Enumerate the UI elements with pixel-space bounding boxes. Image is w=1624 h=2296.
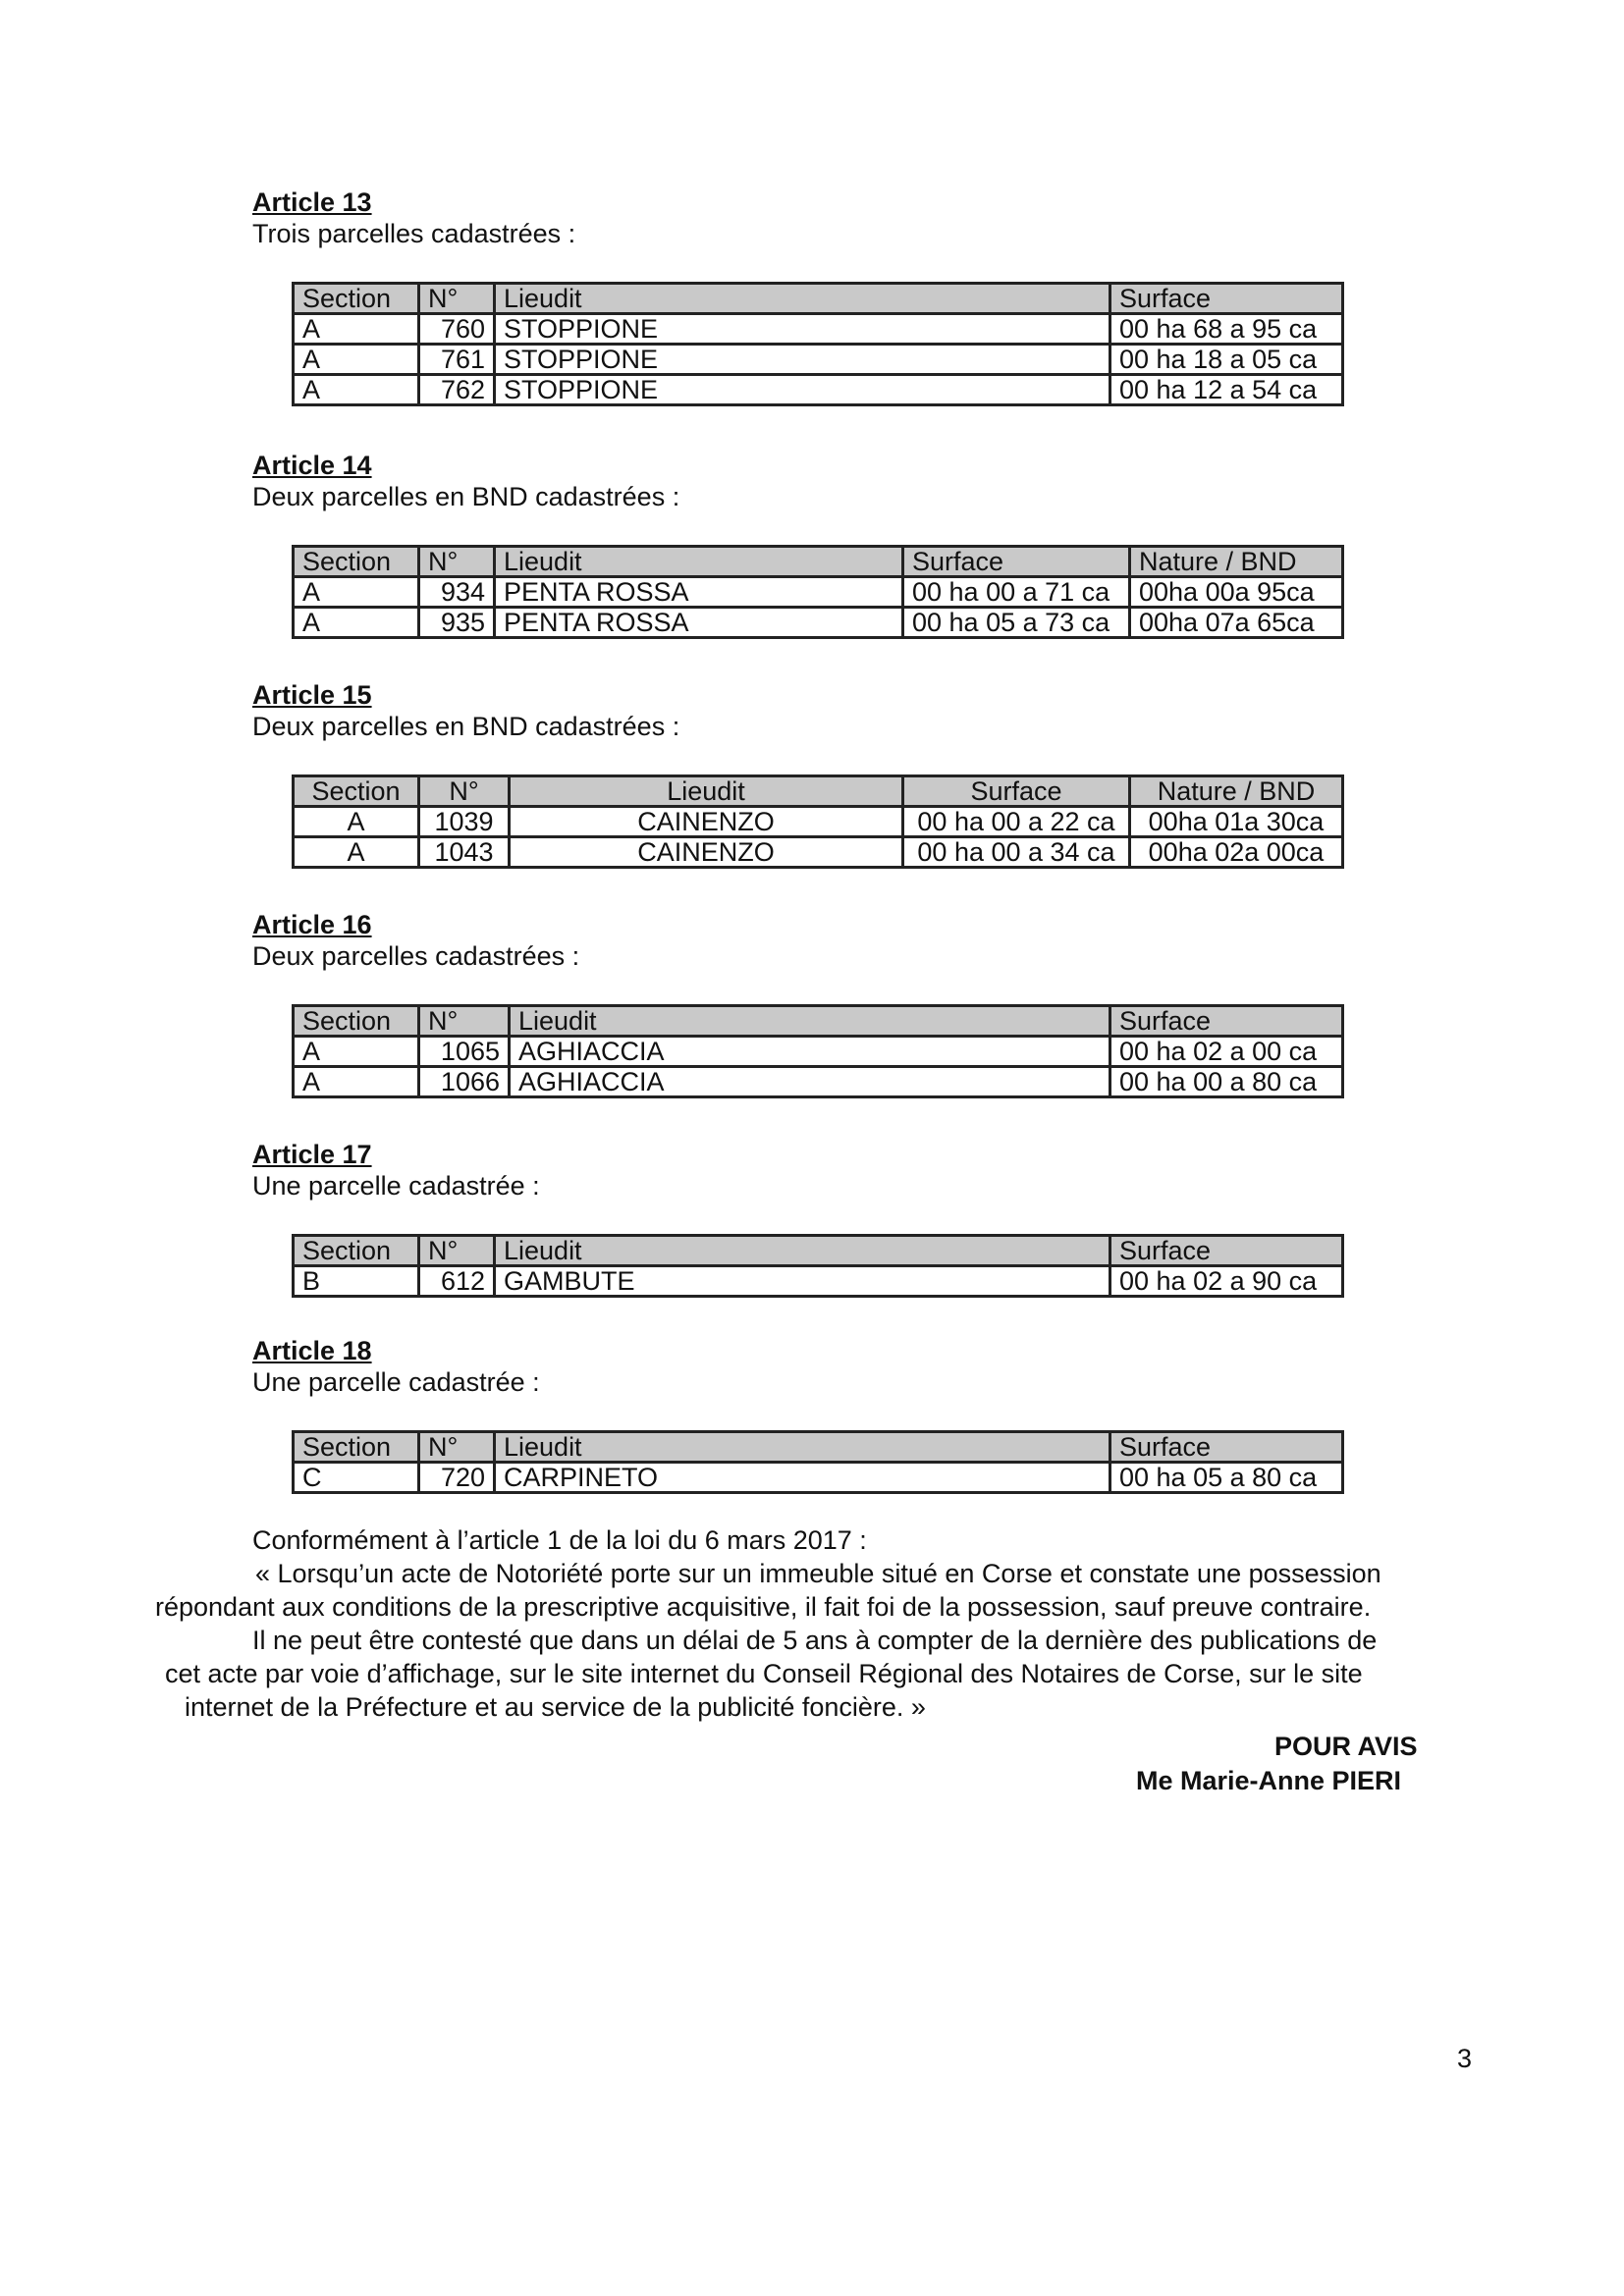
table-row bbox=[294, 375, 1343, 405]
article-title: Article 18 bbox=[252, 1336, 372, 1365]
cell-surface: 00 ha 00 a 34 ca bbox=[903, 837, 1130, 868]
cell-nature-bnd: 00ha 00a 95ca bbox=[1130, 577, 1343, 608]
cell-surface: 00 ha 00 a 80 ca bbox=[1110, 1067, 1343, 1097]
cell-number: 934 bbox=[419, 577, 495, 608]
header-section: Section bbox=[294, 776, 419, 807]
table-header-row bbox=[294, 1236, 1343, 1266]
cell-lieudit: AGHIACCIA bbox=[510, 1067, 1110, 1097]
cell-surface: 00 ha 05 a 80 ca bbox=[1110, 1463, 1343, 1493]
signature-pour-avis: POUR AVIS bbox=[1274, 1732, 1418, 1761]
table-header-row bbox=[294, 1006, 1343, 1037]
legal-line: répondant aux conditions de la prescriptive acquisitive, il fait foi de la possession, sauf preuve contraire. bbox=[155, 1592, 1372, 1622]
cell-number: 612 bbox=[419, 1266, 495, 1297]
signature-name: Me Marie-Anne PIERI bbox=[1136, 1766, 1402, 1795]
header-lieudit: Lieudit bbox=[510, 1006, 1110, 1037]
cell-section: C bbox=[294, 1463, 419, 1493]
table-row bbox=[294, 1266, 1343, 1297]
cell-number: 1065 bbox=[419, 1037, 510, 1067]
legal-notice bbox=[147, 1523, 1492, 1724]
table-row bbox=[294, 807, 1343, 837]
cell-section: A bbox=[294, 345, 419, 375]
parcel-table bbox=[292, 774, 1344, 869]
cell-number: 1039 bbox=[419, 807, 510, 837]
header-nature-bnd: Nature / BND bbox=[1130, 547, 1343, 577]
cell-lieudit: PENTA ROSSA bbox=[495, 608, 903, 638]
cell-section: A bbox=[294, 1037, 419, 1067]
header-surface: Surface bbox=[1110, 1236, 1343, 1266]
table-row bbox=[294, 577, 1343, 608]
cell-section: A bbox=[294, 577, 419, 608]
table-row bbox=[294, 345, 1343, 375]
cell-surface: 00 ha 68 a 95 ca bbox=[1110, 314, 1343, 345]
cell-number: 720 bbox=[419, 1463, 495, 1493]
cell-number: 760 bbox=[419, 314, 495, 345]
article-title: Article 14 bbox=[252, 451, 372, 480]
cell-surface: 00 ha 05 a 73 ca bbox=[903, 608, 1130, 638]
header-section: Section bbox=[294, 1006, 419, 1037]
cell-section: A bbox=[294, 375, 419, 405]
header-nature-bnd: Nature / BND bbox=[1130, 776, 1343, 807]
legal-line: « Lorsqu’un acte de Notoriété porte sur un immeuble situé en Corse et constate une possession bbox=[255, 1559, 1381, 1588]
parcel-table bbox=[292, 1430, 1344, 1494]
article-description: Trois parcelles cadastrées : bbox=[252, 219, 576, 248]
article-description: Une parcelle cadastrée : bbox=[252, 1171, 540, 1201]
header-section: Section bbox=[294, 1432, 419, 1463]
header-section: Section bbox=[294, 547, 419, 577]
cell-lieudit: GAMBUTE bbox=[495, 1266, 1110, 1297]
cell-surface: 00 ha 12 a 54 ca bbox=[1110, 375, 1343, 405]
cell-section: A bbox=[294, 314, 419, 345]
cell-number: 1066 bbox=[419, 1067, 510, 1097]
header-surface: Surface bbox=[903, 776, 1130, 807]
cell-lieudit: STOPPIONE bbox=[495, 375, 1110, 405]
cell-surface: 00 ha 18 a 05 ca bbox=[1110, 345, 1343, 375]
cell-section: A bbox=[294, 837, 419, 868]
header-lieudit: Lieudit bbox=[495, 1432, 1110, 1463]
cell-lieudit: CAINENZO bbox=[510, 837, 903, 868]
parcel-table bbox=[292, 1004, 1344, 1098]
cell-number: 1043 bbox=[419, 837, 510, 868]
cell-section: A bbox=[294, 608, 419, 638]
parcel-table bbox=[292, 282, 1344, 406]
header-number: N° bbox=[419, 547, 495, 577]
header-surface: Surface bbox=[1110, 1006, 1343, 1037]
header-number: N° bbox=[419, 1006, 510, 1037]
header-lieudit: Lieudit bbox=[495, 284, 1110, 314]
header-section: Section bbox=[294, 284, 419, 314]
cell-surface: 00 ha 02 a 00 ca bbox=[1110, 1037, 1343, 1067]
article-16 bbox=[252, 909, 1352, 1096]
header-section: Section bbox=[294, 1236, 419, 1266]
table-row bbox=[294, 1463, 1343, 1493]
cell-number: 935 bbox=[419, 608, 495, 638]
article-description: Deux parcelles en BND cadastrées : bbox=[252, 482, 680, 511]
cell-nature-bnd: 00ha 07a 65ca bbox=[1130, 608, 1343, 638]
legal-intro: Conformément à l’article 1 de la loi du 6 mars 2017 : bbox=[252, 1525, 867, 1555]
cell-lieudit: STOPPIONE bbox=[495, 314, 1110, 345]
parcel-table bbox=[292, 1234, 1344, 1298]
legal-line: internet de la Préfecture et au service de la publicité foncière. » bbox=[185, 1692, 926, 1722]
legal-line: cet acte par voie d’affichage, sur le site internet du Conseil Régional des Notaires de Corse, sur le site bbox=[165, 1659, 1363, 1688]
article-title: Article 13 bbox=[252, 187, 372, 217]
parcel-table bbox=[292, 545, 1344, 639]
header-lieudit: Lieudit bbox=[495, 547, 903, 577]
article-description: Une parcelle cadastrée : bbox=[252, 1367, 540, 1397]
cell-section: A bbox=[294, 807, 419, 837]
table-header-row bbox=[294, 284, 1343, 314]
cell-nature-bnd: 00ha 01a 30ca bbox=[1130, 807, 1343, 837]
table-row bbox=[294, 1067, 1343, 1097]
table-row bbox=[294, 837, 1343, 868]
cell-surface: 00 ha 00 a 71 ca bbox=[903, 577, 1130, 608]
header-number: N° bbox=[419, 284, 495, 314]
cell-lieudit: STOPPIONE bbox=[495, 345, 1110, 375]
header-number: N° bbox=[419, 1236, 495, 1266]
article-15 bbox=[252, 679, 1352, 867]
table-header-row bbox=[294, 776, 1343, 807]
cell-nature-bnd: 00ha 02a 00ca bbox=[1130, 837, 1343, 868]
table-header-row bbox=[294, 547, 1343, 577]
cell-lieudit: CARPINETO bbox=[495, 1463, 1110, 1493]
header-surface: Surface bbox=[903, 547, 1130, 577]
cell-section: A bbox=[294, 1067, 419, 1097]
table-row bbox=[294, 1037, 1343, 1067]
header-surface: Surface bbox=[1110, 1432, 1343, 1463]
header-lieudit: Lieudit bbox=[495, 1236, 1110, 1266]
table-row bbox=[294, 314, 1343, 345]
cell-lieudit: PENTA ROSSA bbox=[495, 577, 903, 608]
cell-number: 762 bbox=[419, 375, 495, 405]
article-18 bbox=[252, 1335, 1352, 1492]
legal-line: Il ne peut être contesté que dans un délai de 5 ans à compter de la dernière des publications de bbox=[252, 1626, 1378, 1655]
table-row bbox=[294, 608, 1343, 638]
cell-lieudit: CAINENZO bbox=[510, 807, 903, 837]
header-number: N° bbox=[419, 776, 510, 807]
article-title: Article 16 bbox=[252, 910, 372, 939]
cell-section: B bbox=[294, 1266, 419, 1297]
article-title: Article 15 bbox=[252, 680, 372, 710]
article-description: Deux parcelles cadastrées : bbox=[252, 941, 580, 971]
header-surface: Surface bbox=[1110, 284, 1343, 314]
article-description: Deux parcelles en BND cadastrées : bbox=[252, 712, 680, 741]
article-title: Article 17 bbox=[252, 1140, 372, 1169]
cell-number: 761 bbox=[419, 345, 495, 375]
article-14 bbox=[252, 450, 1352, 637]
article-17 bbox=[252, 1139, 1352, 1296]
table-header-row bbox=[294, 1432, 1343, 1463]
header-lieudit: Lieudit bbox=[510, 776, 903, 807]
cell-lieudit: AGHIACCIA bbox=[510, 1037, 1110, 1067]
cell-surface: 00 ha 00 a 22 ca bbox=[903, 807, 1130, 837]
cell-surface: 00 ha 02 a 90 ca bbox=[1110, 1266, 1343, 1297]
page-number: 3 bbox=[1457, 2044, 1473, 2073]
article-13 bbox=[252, 187, 1352, 404]
header-number: N° bbox=[419, 1432, 495, 1463]
